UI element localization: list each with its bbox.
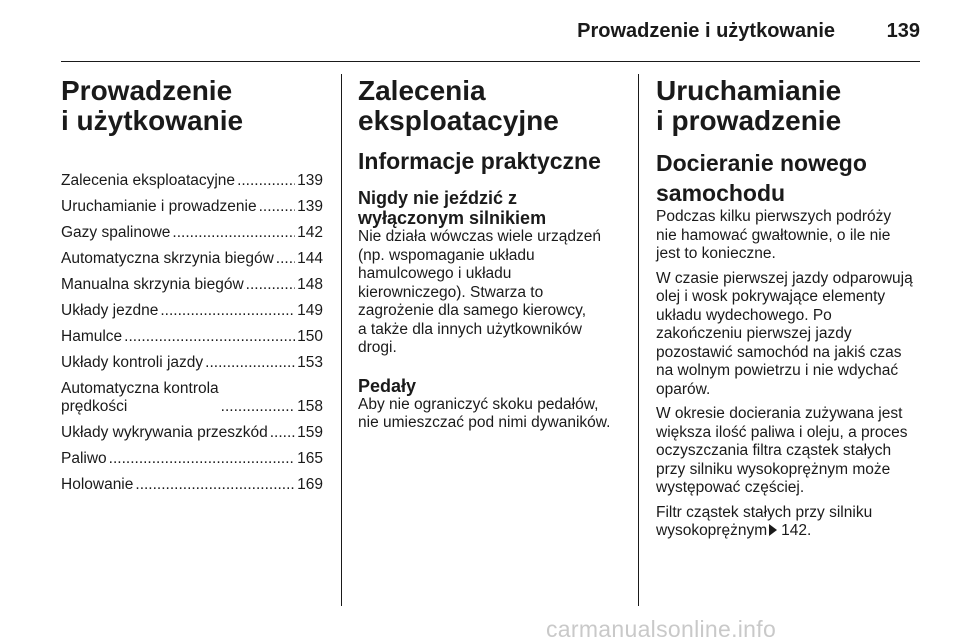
paragraph: Aby nie ograniczyć skoku pedałów, nie umieszczać pod nimi dywaników. [358,395,611,431]
toc-item[interactable] [61,198,323,216]
toc-leader [237,172,295,190]
toc-page: 153 [297,354,323,371]
toc-label: Układy jezdne [61,302,159,319]
paragraph: W okresie docierania zużywana jest większa ilość paliwa i oleju, a proces oczyszczania filtra cząstek stałych przy silniku wysokoprężnym może występować częściej. [656,405,908,496]
toc-page: 142 [297,224,323,241]
toc-item[interactable] [61,302,323,320]
paragraph-text: Filtr cząstek stałych przy silniku wysokoprężnym [656,503,873,539]
toc-leader [172,224,295,242]
cross-reference-page[interactable]: 142. [781,522,812,539]
paragraph: Podczas kilku pierwszych podróży nie hamować gwałtownie, o ile nie jest to konieczne. [656,208,892,262]
topic-title: Nigdy nie jeździć z wyłączonym silnikiem [358,188,547,228]
toc-item[interactable] [61,328,323,346]
toc-leader [259,198,296,216]
toc-page: 165 [297,450,323,467]
cross-reference-arrow-icon [769,524,777,536]
paragraph: Nie działa wówczas wiele urządzeń (np. wspomaganie układu hamulcowego i układu kierowniczego). Stwarza to zagrożenie dla samego kierowcy, a także dla innych użytkowników drogi. [358,228,601,356]
toc-page: 169 [297,476,323,493]
toc-page: 158 [297,398,323,415]
toc-label: Układy kontroli jazdy [61,354,204,371]
toc-leader [246,276,295,294]
toc-item[interactable] [61,424,323,442]
toc-page: 159 [297,424,323,441]
page-header [0,0,960,64]
paragraph [656,504,926,541]
toc-item[interactable] [61,276,323,294]
toc-label: Manualna skrzynia biegów [61,276,244,293]
toc-item[interactable] [61,380,323,416]
toc-label: Zalecenia eksploatacyjne [61,172,236,189]
toc-label: Uruchamianie i prowadzenie [61,198,257,215]
toc-leader [221,398,295,416]
toc-page: 144 [297,250,323,267]
section-title: Uruchamianie i prowadzenie [656,75,842,136]
page-number: 139 [886,20,920,42]
column-divider [638,74,639,606]
toc-label: Gazy spalinowe [61,224,171,241]
toc-label: Automatyczna kontrola prędkości [61,380,219,415]
running-title: Prowadzenie i użytkowanie [577,20,835,42]
toc-page: 149 [297,302,323,319]
toc-leader [135,476,295,494]
toc-item[interactable] [61,224,323,242]
toc-leader [205,354,295,372]
subsection-title: Informacje praktyczne [358,148,601,174]
toc-leader [160,302,295,320]
toc-item[interactable] [61,172,323,190]
toc-label: Układy wykrywania przeszkód [61,424,268,441]
toc-leader [124,328,295,346]
toc-leader [270,424,295,442]
chapter-title: Prowadzenie i użytkowanie [61,75,244,136]
subsection-title: Docieranie nowego samochodu [656,150,867,206]
toc-leader [109,450,295,468]
header-divider [61,61,920,62]
toc-page: 150 [297,328,323,345]
toc-leader [276,250,295,268]
toc-label: Holowanie [61,476,134,493]
toc-item[interactable] [61,250,323,268]
toc-label: Automatyczna skrzynia biegów [61,250,274,267]
paragraph: W czasie pierwszej jazdy odparowują olej i wosk pokrywające elementy układu wydechowego. Po zakończeniu pierwszej jazdy pozostawić samochód na jakiś czas na wolnym powietrzu i nie wdychać oparów. [656,269,913,398]
toc-item[interactable] [61,476,323,494]
toc-page: 139 [297,198,323,215]
toc-label: Paliwo [61,450,107,467]
watermark: carmanualsonline.info [546,616,777,642]
column-divider [341,74,342,606]
toc-label: Hamulce [61,328,123,345]
table-of-contents [61,172,323,494]
toc-page: 139 [297,172,323,189]
column-starting-driving [656,76,926,547]
toc-item[interactable] [61,450,323,468]
toc-page: 148 [297,276,323,293]
column-recommendations [358,76,623,439]
column-contents [61,76,323,502]
toc-item[interactable] [61,354,323,372]
section-title: Zalecenia eksploatacyjne [358,75,559,136]
topic-title: Pedały [358,375,417,396]
